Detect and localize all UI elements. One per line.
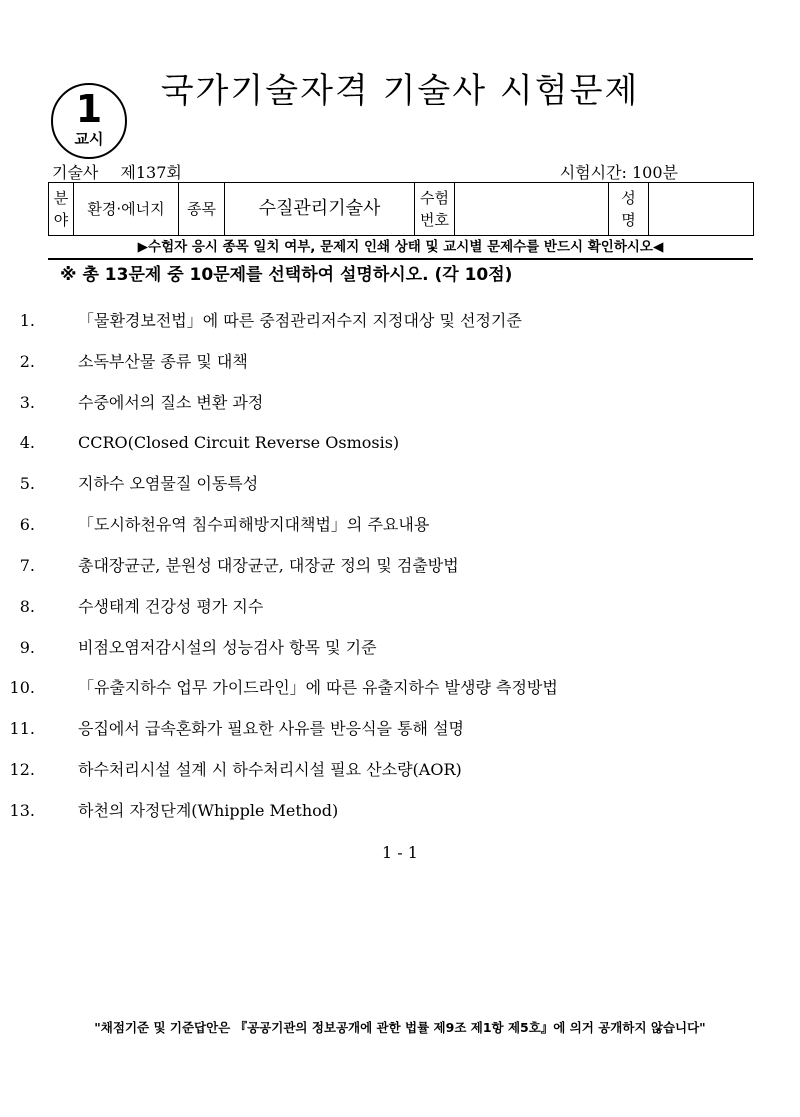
period-label: 교시 [74, 130, 104, 148]
footer-notice: "채점기준 및 기준답안은 『공공기관의 정보공개에 관한 법률 제9조 제1항 제5호』에 의거 공개하지 않습니다" [94, 1020, 706, 1035]
candidate-info-table [48, 182, 754, 236]
field-label: 분 야 [49, 183, 74, 236]
name-label: 성 명 [609, 183, 649, 236]
exam-time: 시험시간: 100분 [559, 163, 678, 182]
period-badge [51, 83, 127, 159]
instruction: ※ 총 13문제 중 10문제를 선택하여 설명하시오. (각 10점) [60, 265, 513, 285]
page-number: 1 - 1 [382, 843, 418, 862]
period-number: 1 [75, 87, 103, 131]
name-field[interactable] [649, 183, 754, 236]
check-notice: ▶수험자 응시 종목 일치 여부, 문제지 인쇄 상태 및 교시별 문제수를 반드시 확인하시오◀ [137, 239, 664, 255]
exam-round: 제137회 [120, 163, 182, 182]
exam-category: 기술사 [52, 163, 99, 182]
subject-value: 수질관리기술사 [225, 183, 415, 236]
type-label: 종목 [179, 183, 225, 236]
exam-number-label: 수험 번호 [415, 183, 455, 236]
field-value: 환경·에너지 [74, 183, 179, 236]
divider-line [48, 258, 753, 260]
exam-meta [52, 163, 182, 183]
page-title: 국가기술자격 기술사 시험문제 [160, 71, 640, 111]
exam-number-field[interactable] [455, 183, 609, 236]
